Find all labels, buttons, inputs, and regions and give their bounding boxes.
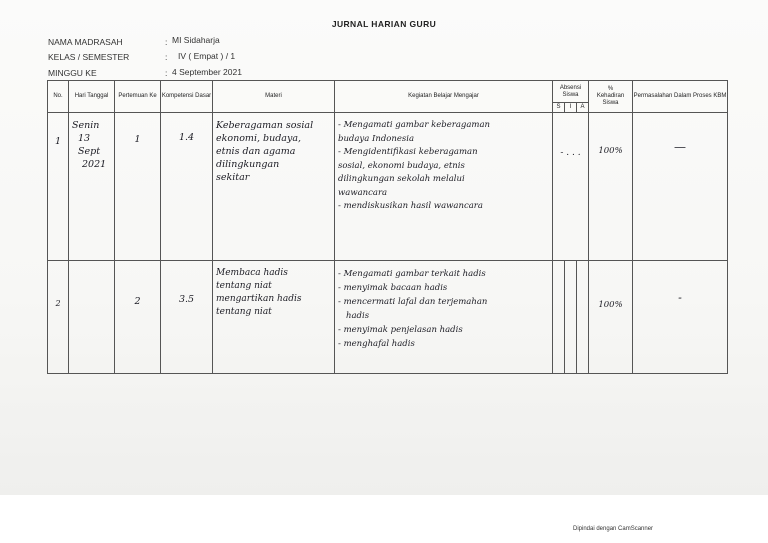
separator: : [165,52,168,62]
row-hari [69,261,115,374]
materi-line: tentang niat [216,281,272,291]
kehadiran-label: Kehadiran Siswa [596,93,625,106]
materi-line: sekitar [216,172,250,183]
minggu-label: MINGGU KE [48,68,97,78]
table-row [48,113,728,261]
kegiatan-line: sosial, ekonomi budaya, etnis [338,160,465,171]
kegiatan-line: - Mengamati gambar terkait hadis [338,269,486,279]
col-header-kompetensi: Kompetensi Dasar [161,81,213,113]
col-header-absensi: Absensi Siswa [553,81,589,103]
journal-table [47,80,728,374]
col-header-kehadiran [589,81,633,113]
document-title: JURNAL HARIAN GURU [331,19,437,29]
row-permasalahan: - [633,261,728,374]
materi-line: Membaca hadis [216,268,288,278]
kegiatan-line: - menyimak penjelasan hadis [338,325,463,335]
hari-line: 13 Sept [78,133,101,157]
materi-line: dilingkungan [216,159,280,170]
materi-line: etnis dan agama [216,146,296,157]
kegiatan-line: - menyimak bacaan hadis [338,283,448,293]
row-absensi-a [577,261,589,374]
row-permasalahan: — [633,113,728,261]
kegiatan-line: wawancara [338,187,388,198]
kegiatan-line: dilingkungan sekolah melalui [338,174,465,184]
percent-symbol: % [607,86,614,92]
kegiatan-line: - mendiskusikan hasil wawancara [338,201,483,211]
table-row [48,261,728,374]
materi-line: tentang niat [216,307,272,317]
row-kegiatan [335,261,553,374]
col-header-permasalahan: Permasalahan Dalam Proses KBM [633,81,728,113]
col-header-pertemuan: Pertemuan Ke [115,81,161,113]
madrasah-label: NAMA MADRASAH [48,37,123,47]
scanner-watermark: Dipindai dengan CamScanner [573,526,654,532]
materi-line: mengartikan hadis [216,294,302,304]
row-no: 1 [48,113,69,261]
row-no: 2 [48,261,69,374]
kegiatan-line: - mencermati lafal dan terjemahan [338,297,488,307]
row-kegiatan [335,113,553,261]
row-kompetensi: 3.5 [161,261,213,374]
madrasah-value: MI Sidaharja [172,35,220,45]
materi-line: ekonomi, budaya, [216,133,302,144]
separator: : [165,68,168,78]
kegiatan-line: budaya Indonesia [338,133,415,144]
row-pertemuan: 2 [115,261,161,374]
row-materi [213,113,335,261]
col-header-kegiatan: Kegiatan Belajar Mengajar [335,81,553,113]
kelas-label: KELAS / SEMESTER [48,52,130,62]
row-kehadiran: 100% [589,261,633,374]
col-header-s: S [553,103,565,113]
hari-line: 2021 [82,159,107,170]
kelas-value: IV ( Empat ) / 1 [178,51,236,61]
col-header-materi: Materi [213,81,335,113]
materi-line: Keberagaman sosial [216,120,314,131]
kegiatan-line: - Mengamati gambar keberagaman [338,120,490,130]
row-absensi-i [565,261,577,374]
col-header-no: No. [48,81,69,113]
row-kompetensi: 1.4 [161,113,213,261]
col-header-a: A [577,103,589,113]
row-kehadiran: 100% [589,113,633,261]
hari-line: Senin [72,120,100,131]
kegiatan-line: - Mengidentifikasi keberagaman [338,147,478,157]
row-materi [213,261,335,374]
row-hari [69,113,115,261]
row-absensi-s [553,261,565,374]
minggu-value: 4 September 2021 [172,67,242,77]
row-absensi: - . . . [553,113,589,261]
kegiatan-line: hadis [346,311,370,321]
row-pertemuan: 1 [115,113,161,261]
col-header-i: I [565,103,577,113]
kegiatan-line: - menghafal hadis [338,339,415,349]
col-header-hari: Hari Tanggal [69,81,115,113]
separator: : [165,37,168,47]
